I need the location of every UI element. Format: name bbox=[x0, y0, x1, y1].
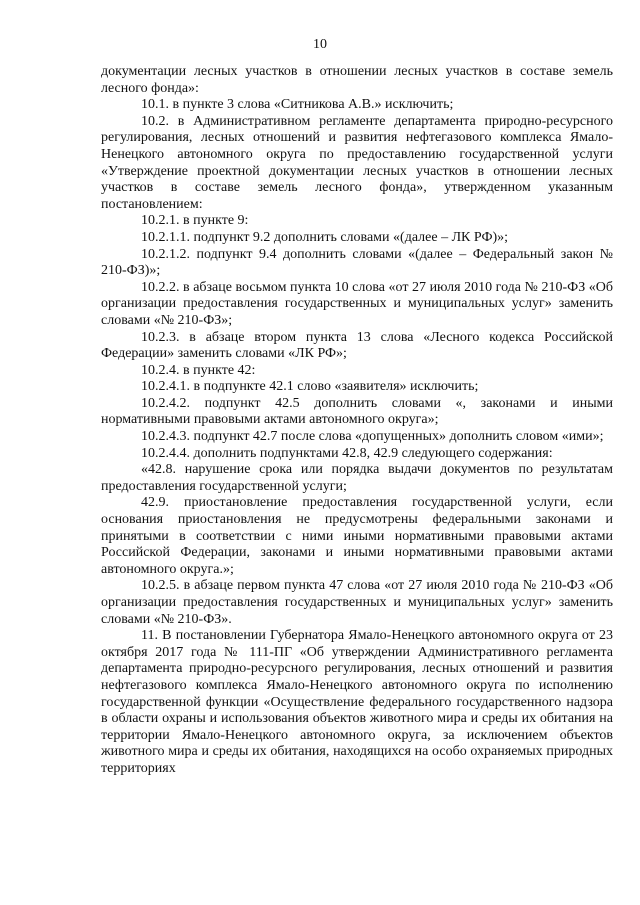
paragraph-10-2-3: 10.2.3. в абзаце втором пункта 13 слова «Лесного кодекса Российской Федерации» заменить словами «ЛК РФ»; bbox=[101, 329, 613, 362]
paragraph-10-2-2: 10.2.2. в абзаце восьмом пункта 10 слова «от 27 июля 2010 года № 210-ФЗ «Об организации предоставления государственных и муниципальных услуг» заменить словами «№ 210-ФЗ»; bbox=[101, 279, 613, 328]
paragraph-10-2-5: 10.2.5. в абзаце первом пункта 47 слова «от 27 июля 2010 года № 210-ФЗ «Об организации предоставления государственных и муниципальных услуг» заменить словами «№ 210-ФЗ». bbox=[101, 578, 613, 627]
paragraph-10-2-4-1: 10.2.4.1. в подпункте 42.1 слово «заявителя» исключить; bbox=[141, 379, 479, 395]
paragraph-42-8: «42.8. нарушение срока или порядка выдачи документов по результатам предоставления государственной услуги; bbox=[101, 462, 613, 494]
paragraph-continuation: документации лесных участков в отношении лесных участков в составе земель лесного фонда»: bbox=[101, 64, 613, 96]
paragraph-11: 11. В постановлении Губернатора Ямало-Ненецкого автономного округа от 23 октября 2017 года № 111-ПГ «Об утверждении Административного регламента департамента природно-ресурсного регулирования, лесных отношений и развития нефтегазового комплекса Ямало-Ненецкого автономного округа по исполнению государственной функции «Осуществление федерального государственного надзора в области охраны и использования объектов животного мира и среды их обитания на территории Ямало-Ненецкого автономного округа, за исключением объектов животного мира и среды их обитания, находящихся на особо охраняемых природных территориях bbox=[101, 628, 613, 776]
paragraph-10-2: 10.2. в Административном регламенте департамента природно-ресурсного регулирования, лесных отношений и развития нефтегазового комплекса Ямало-Ненецкого автономного округа по предоставлению государственной услуги «Утверждение проектной документации лесных участков в отношении лесных участков в составе земель лесного фонда», утвержденном указанным постановлением: bbox=[101, 113, 613, 212]
paragraph-42-9: 42.9. приостановление предоставления государственной услуги, если основания приостановления не предусмотрены федеральными законами и принятыми в соответствии с ними иными нормативными правовыми актами Российской Федерации, законами и иными нормативными правовыми актами автономного округа.»; bbox=[101, 495, 613, 577]
paragraph-10-2-4-4: 10.2.4.4. дополнить подпунктами 42.8, 42.9 следующего содержания: bbox=[141, 445, 553, 461]
page-number: 10 bbox=[313, 37, 327, 52]
paragraph-10-2-4-2: 10.2.4.2. подпункт 42.5 дополнить словами «, законами и иными нормативными правовыми актами автономного округа»; bbox=[101, 395, 613, 428]
paragraph-10-1: 10.1. в пункте 3 слова «Ситникова А.В.» исключить; bbox=[141, 97, 454, 113]
paragraph-10-2-1-2: 10.2.1.2. подпункт 9.4 дополнить словами «(далее – Федеральный закон № 210-ФЗ)»; bbox=[101, 246, 613, 279]
paragraph-10-2-1: 10.2.1. в пункте 9: bbox=[141, 213, 249, 229]
paragraph-10-2-1-1: 10.2.1.1. подпункт 9.2 дополнить словами «(далее – ЛК РФ)»; bbox=[141, 229, 509, 245]
paragraph-10-2-4: 10.2.4. в пункте 42: bbox=[141, 362, 256, 378]
document-body bbox=[101, 64, 613, 778]
paragraph-10-2-4-3: 10.2.4.3. подпункт 42.7 после слова «допущенных» дополнить словом «ими»; bbox=[141, 429, 604, 445]
